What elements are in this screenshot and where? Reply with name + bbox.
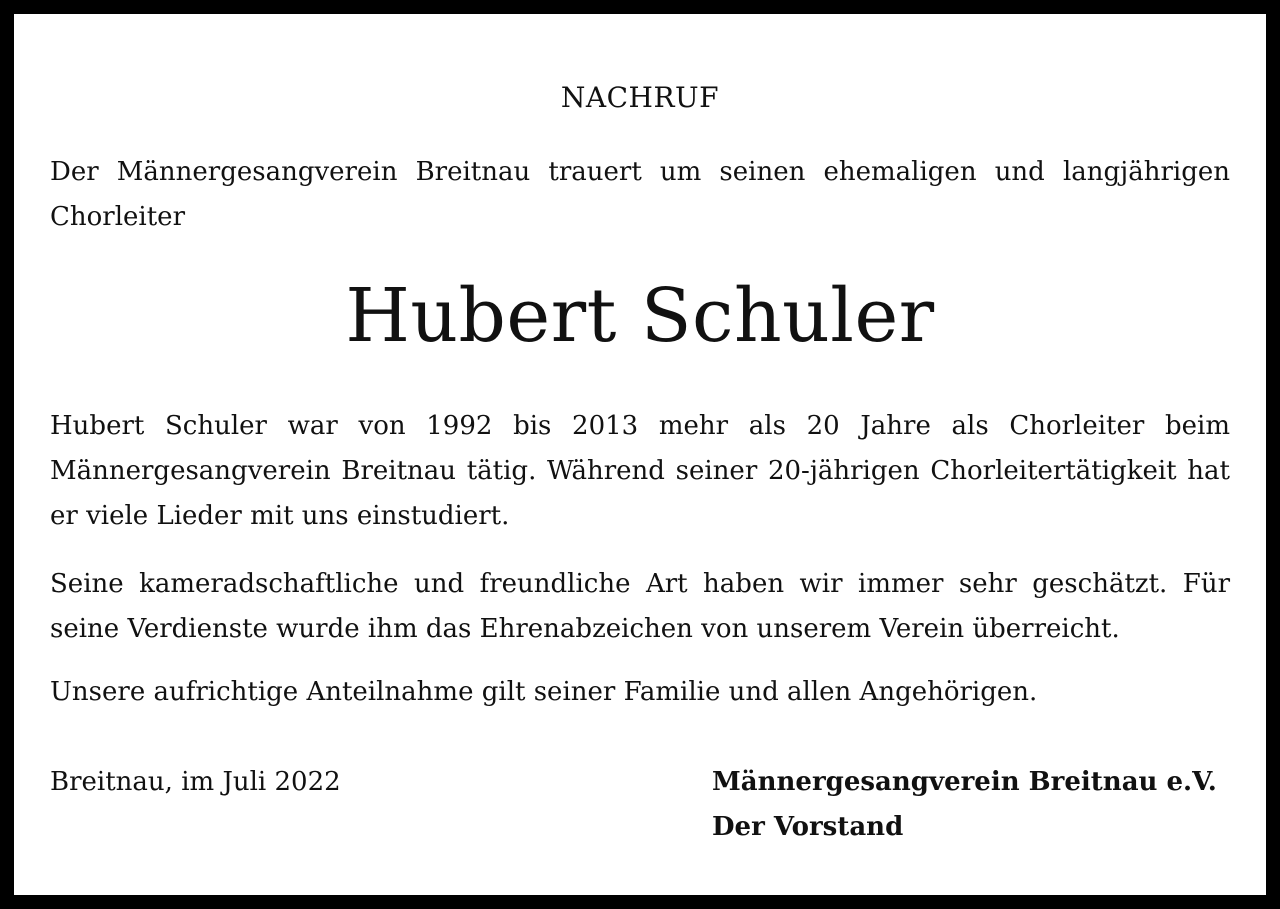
signature-board: Der Vorstand [712,812,904,842]
place-and-date: Breitnau, im Juli 2022 [50,767,341,797]
paragraph-tenure: Hubert Schuler war von 1992 bis 2013 mehr als 20 Jahre als Chorleiter beim Männergesangverein Breitnau tätig. Während seiner 20-jährigen Chorleitertätigkeit hat er viele Lieder mit uns einstudiert. [50,411,1230,531]
paragraph-condolence: Unsere aufrichtige Anteilnahme gilt seiner Familie und allen Angehörigen. [50,677,1038,707]
signature-organization: Männergesangverein Breitnau e.V. [712,767,1217,797]
signature-block [712,760,1217,850]
paragraph-appreciation: Seine kameradschaftliche und freundliche Art haben wir immer sehr geschätzt. Für seine Verdienste wurde ihm das Ehrenabzeichen von unserem Verein überreicht. [50,569,1230,644]
notice-heading: NACHRUF [560,81,720,114]
intro-text: Der Männergesangverein Breitnau trauert um seinen ehemaligen und langjährigen Chorleiter [50,157,1230,232]
deceased-name: Hubert Schuler [345,273,935,359]
obituary-notice [14,14,1266,895]
